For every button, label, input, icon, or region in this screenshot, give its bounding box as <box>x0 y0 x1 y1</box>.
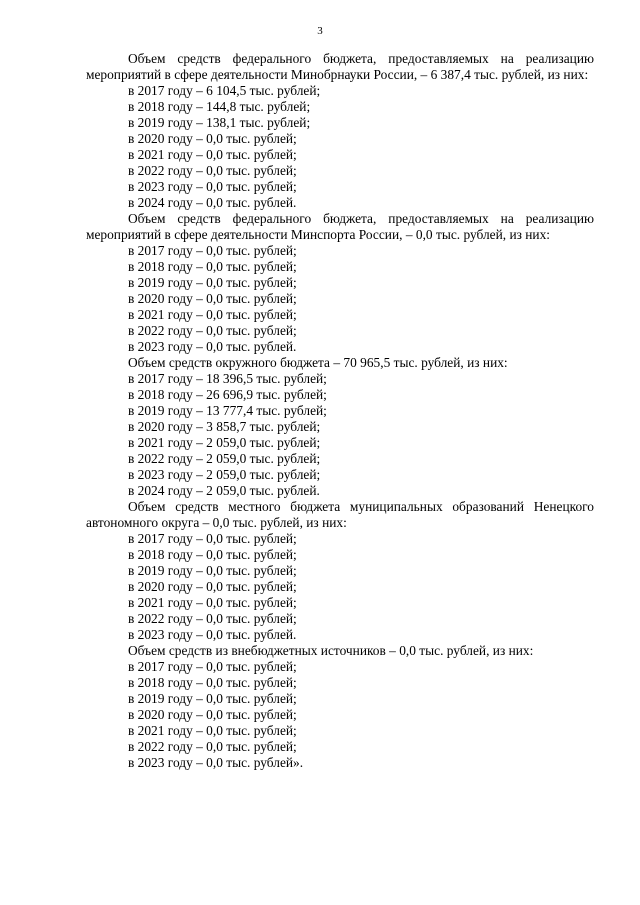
list-item: в 2023 году – 0,0 тыс. рублей. <box>128 627 297 642</box>
document-body <box>86 51 594 771</box>
list-item: в 2020 году – 0,0 тыс. рублей; <box>128 579 297 594</box>
list-item: в 2022 году – 0,0 тыс. рублей; <box>128 163 297 178</box>
section-list-extrabudgetary <box>86 659 594 771</box>
section-intro-local-budget: Объем средств местного бюджета муниципальных образований Ненецкого автономного округа – 0,0 тыс. рублей, из них: <box>86 499 594 530</box>
section-intro-extrabudgetary: Объем средств из внебюджетных источников – 0,0 тыс. рублей, из них: <box>128 643 534 658</box>
list-item: в 2018 году – 26 696,9 тыс. рублей; <box>128 387 327 402</box>
section-list-district-budget <box>86 371 594 499</box>
list-item: в 2017 году – 0,0 тыс. рублей; <box>128 531 297 546</box>
section-list-federal-minobrnauki <box>86 83 594 211</box>
list-item: в 2018 году – 0,0 тыс. рублей; <box>128 259 297 274</box>
list-item: в 2022 году – 2 059,0 тыс. рублей; <box>128 451 321 466</box>
list-item: в 2021 году – 0,0 тыс. рублей; <box>128 595 297 610</box>
list-item: в 2017 году – 0,0 тыс. рублей; <box>128 243 297 258</box>
section-intro-district-budget: Объем средств окружного бюджета – 70 965,5 тыс. рублей, из них: <box>128 355 508 370</box>
list-item: в 2021 году – 0,0 тыс. рублей; <box>128 147 297 162</box>
list-item: в 2021 году – 0,0 тыс. рублей; <box>128 307 297 322</box>
list-item: в 2024 году – 0,0 тыс. рублей. <box>128 195 297 210</box>
list-item: в 2017 году – 18 396,5 тыс. рублей; <box>128 371 327 386</box>
section-list-federal-minsport <box>86 243 594 355</box>
section-intro-federal-minsport: Объем средств федерального бюджета, предоставляемых на реализацию мероприятий в сфере деятельности Минспорта России, – 0,0 тыс. рублей, из них: <box>86 211 594 242</box>
list-item: в 2019 году – 0,0 тыс. рублей; <box>128 275 297 290</box>
list-item: в 2020 году – 0,0 тыс. рублей; <box>128 131 297 146</box>
list-item: в 2018 году – 0,0 тыс. рублей; <box>128 547 297 562</box>
list-item: в 2017 году – 0,0 тыс. рублей; <box>128 659 297 674</box>
list-item: в 2019 году – 0,0 тыс. рублей; <box>128 691 297 706</box>
list-item: в 2022 году – 0,0 тыс. рублей; <box>128 611 297 626</box>
list-item: в 2023 году – 0,0 тыс. рублей; <box>128 179 297 194</box>
list-item: в 2023 году – 0,0 тыс. рублей». <box>128 755 304 770</box>
list-item: в 2024 году – 2 059,0 тыс. рублей. <box>128 483 320 498</box>
list-item: в 2022 году – 0,0 тыс. рублей; <box>128 739 297 754</box>
list-item: в 2019 году – 138,1 тыс. рублей; <box>128 115 311 130</box>
list-item: в 2023 году – 2 059,0 тыс. рублей; <box>128 467 321 482</box>
page-number: 3 <box>317 25 323 37</box>
list-item: в 2020 году – 0,0 тыс. рублей; <box>128 707 297 722</box>
list-item: в 2019 году – 13 777,4 тыс. рублей; <box>128 403 327 418</box>
section-list-local-budget <box>86 531 594 643</box>
section-intro-federal-minobrnauki: Объем средств федерального бюджета, предоставляемых на реализацию мероприятий в сфере деятельности Минобрнауки России, – 6 387,4 тыс. рублей, из них: <box>86 51 594 82</box>
list-item: в 2021 году – 0,0 тыс. рублей; <box>128 723 297 738</box>
list-item: в 2018 году – 144,8 тыс. рублей; <box>128 99 311 114</box>
list-item: в 2021 году – 2 059,0 тыс. рублей; <box>128 435 321 450</box>
list-item: в 2020 году – 0,0 тыс. рублей; <box>128 291 297 306</box>
list-item: в 2022 году – 0,0 тыс. рублей; <box>128 323 297 338</box>
list-item: в 2017 году – 6 104,5 тыс. рублей; <box>128 83 321 98</box>
list-item: в 2019 году – 0,0 тыс. рублей; <box>128 563 297 578</box>
list-item: в 2023 году – 0,0 тыс. рублей. <box>128 339 297 354</box>
list-item: в 2020 году – 3 858,7 тыс. рублей; <box>128 419 321 434</box>
list-item: в 2018 году – 0,0 тыс. рублей; <box>128 675 297 690</box>
